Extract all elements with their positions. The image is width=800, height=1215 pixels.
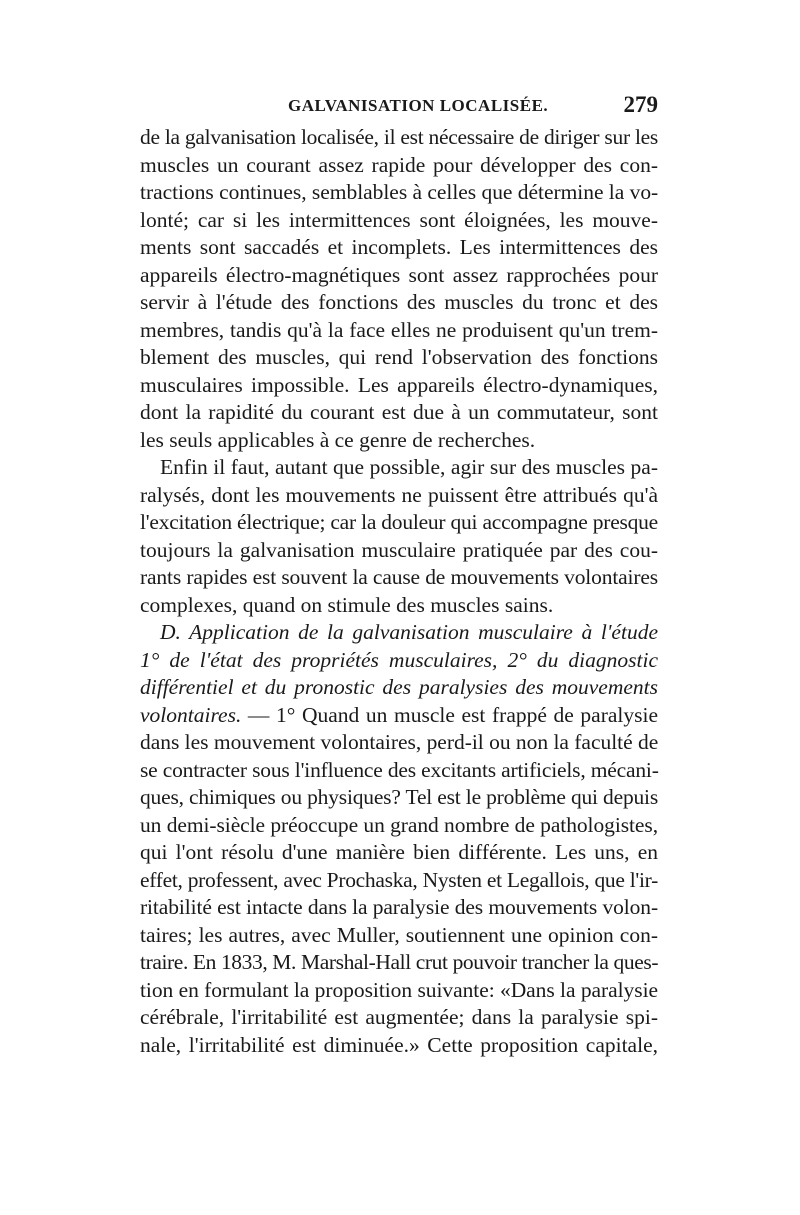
text-line: tion en formulant la proposition suivante: «Dans la paralysie — [140, 977, 658, 1002]
text-line: rants rapides est souvent la cause de mouvements volontaires — [140, 565, 658, 589]
text-line: ments sont saccadés et incomplets. Les intermittences des — [140, 235, 658, 259]
text-line: tractions continues, semblables à celles que détermine la vo- — [140, 180, 659, 204]
text-line: servir à l'étude des fonctions des muscles du tronc et des — [140, 290, 658, 314]
text-line: effet, professent, avec Prochaska, Nysten et Legallois, que l'ir- — [140, 867, 658, 892]
paragraph-1 — [140, 124, 658, 454]
text-line: blement des muscles, qui rend l'observation des fonctions — [140, 345, 658, 369]
text-line: taires; les autres, avec Muller, soutiennent une opinion con- — [140, 922, 658, 947]
text-line: ques, chimiques ou physiques? Tel est le problème qui depuis — [140, 785, 658, 809]
text-line: musculaires impossible. Les appareils électro-dynamiques, — [140, 372, 658, 397]
text-line: traire. En 1833, M. Marshal-Hall crut pouvoir trancher la ques- — [140, 950, 659, 974]
text-line: appareils électro-magnétiques sont assez rapprochées pour — [140, 262, 658, 287]
text-line: muscles un courant assez rapide pour développer des con- — [140, 152, 658, 177]
text-line: nale, l'irritabilité est diminuée.» Cette proposition capitale, — [140, 1032, 658, 1057]
text-line: de la galvanisation localisée, il est nécessaire de diriger sur les — [140, 125, 658, 149]
text-line: qui l'ont résolu d'une manière bien différente. Les uns, en — [140, 840, 658, 864]
text-line: dont la rapidité du courant est due à un commutateur, sont — [140, 400, 658, 424]
text-line: un demi-siècle préoccupe un grand nombre de pathologistes, — [140, 812, 658, 837]
mixed-line — [140, 702, 658, 730]
text-line: lonté; car si les intermittences sont éloignées, les mouve- — [140, 207, 658, 232]
text-line: ritabilité est intacte dans la paralysie des mouvements volon- — [140, 895, 659, 919]
paragraph-3 — [140, 619, 658, 1059]
paragraph-2 — [140, 454, 658, 619]
body-text — [140, 124, 658, 1059]
section-heading-line: 1° de l'état des propriétés musculaires, 2° du diagnostic — [140, 647, 658, 672]
text-line: complexes, quand on stimule des muscles sains. — [140, 592, 554, 617]
text-fragment: — 1° Quand un muscle est frappé de paralysie — [241, 702, 658, 727]
page-number: 279 — [623, 92, 658, 117]
text-line: cérébrale, l'irritabilité est augmentée; dans la paralysie spi- — [140, 1005, 658, 1029]
text-line: Enfin il faut, autant que possible, agir sur des muscles pa- — [160, 455, 658, 479]
section-heading-line: différentiel et du pronostic des paralysies des mouvements — [140, 675, 658, 699]
running-header — [140, 92, 658, 126]
text-line: se contracter sous l'influence des excitants artificiels, mécani- — [140, 757, 659, 782]
section-heading-end: volontaires. — [140, 702, 242, 727]
running-title: GALVANISATION LOCALISÉE. — [288, 96, 549, 115]
text-line: dans les mouvement volontaires, perd-il ou non la faculté de — [140, 730, 659, 754]
text-line: membres, tandis qu'à la face elles ne produisent qu'un trem- — [140, 317, 658, 342]
text-line: les seuls applicables à ce genre de recherches. — [140, 427, 536, 452]
section-heading-line: D. Application de la galvanisation musculaire à l'étude — [160, 620, 658, 644]
text-line: l'excitation électrique; car la douleur qui accompagne presque — [140, 510, 658, 534]
text-line: ralysés, dont les mouvements ne puissent être attribués qu'à — [140, 482, 658, 507]
text-line: toujours la galvanisation musculaire pratiquée par des cou- — [140, 537, 658, 562]
